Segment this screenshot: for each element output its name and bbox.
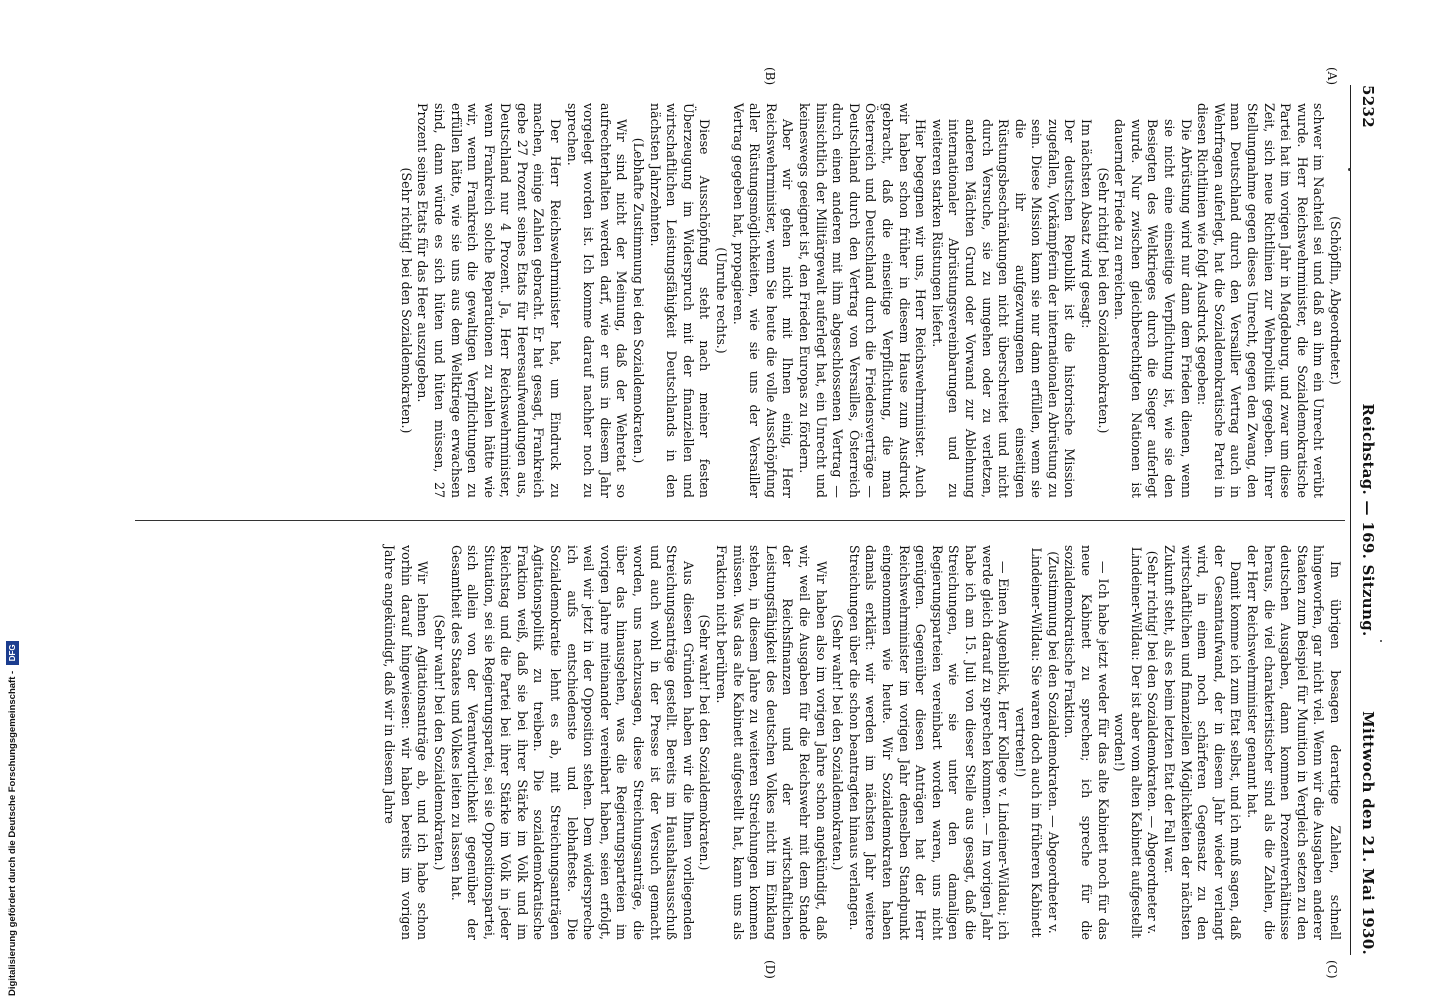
paragraph: Hier begegnen wir uns, Herr Reichswehrminister. Auch wir haben schon früher in diesem Hause zum Ausdruck gebracht, daß die einseitige Verpflichtung, die man Österreich und Deutschland durch die Friedensverträge — Deutschland durch den Vertrag von Versailles, Österreich durch einen anderen mit ihm abgeschlossenen Vertrag — hinsichtlich der Militärgewalt auferlegt hat, ein Unrecht und keineswegs geeignet ist, den Frieden Europas zu fördern. [797, 103, 929, 498]
paragraph: Im nächsten Absatz wird gesagt: [1079, 119, 1095, 329]
interjection: (Sehr richtig! bei den Sozialdemokraten. — Abgeordneter v. Lindeiner-Wildau: Der ist aber vom alten Kabinett aufgestellt worden!) [1112, 546, 1161, 939]
interjection: (Zustimmung bei den Sozialdemokraten. — Abgeordneter v. Lindeiner-Wildau: Sie waren doch auch im früheren Kabinett vertreten!) [1012, 547, 1061, 938]
paragraph: — Ich habe jetzt weder für das alte Kabinett noch für das neue Kabinett zu sprechen; ich spreche für die sozialdemokratische Fraktion. [1062, 545, 1111, 940]
left-column [397, 103, 1343, 498]
page-number: 5232 [1359, 85, 1377, 128]
session-title: Reichstag. — 169. Sitzung. [1359, 403, 1377, 637]
paragraph: Wir lehnen Agitationsanträge ab, und ich habe schon vorhin darauf hingewiesen: wir haben bereits im vorigen Jahre angekündigt, daß wir in diesem Jahre [382, 545, 431, 940]
paragraph: Aber wir gehen nicht mit Ihnen einig, Herr Reichswehrminister, wenn Sie heute die volle Ausschöpfung aller Rüstungsmöglichkeiten, wie sie uns der Versailler Vertrag gegeben hat, propagieren. [730, 103, 796, 498]
paragraph: Wir haben also im vorigen Jahre schon angekündigt, daß wir, weil die Ausgaben für die Reichswehr mit dem Stande der Reichsfinanzen und der wirtschaftlichen Leistungsfähigkeit des deutschen Volkes nicht im Einklang stehen, in diesem Jahre zu weiteren Streichungen kommen müssen. Was das alte Kabinett aufgestellt hat, kann uns als Fraktion nicht berühren. [714, 545, 829, 940]
interjection: (Sehr richtig! bei den Sozialdemokraten.) [1095, 167, 1111, 434]
dfg-logo: DFG [6, 641, 19, 665]
page-header [1351, 85, 1377, 955]
session-date: Mittwoch den 21. Mai 1930. [1359, 711, 1377, 955]
scan-speck [1348, 168, 1351, 171]
interjection: (Lebhafte Zustimmung bei den Sozialdemokraten.) [631, 137, 647, 464]
credit-text: Digitalisierung gefördert durch die Deutsche Forschungsgemeinschaft - [6, 670, 18, 996]
interjection: (Sehr wahr! bei den Sozialdemokraten.) [431, 614, 447, 871]
quote-paragraph: Der deutschen Republik ist die historische Mission zugefallen, Vorkämpferin der internationalen Abrüstung zu sein. Diese Mission kann sie nur dann erfüllen, wenn sie die ihr aufgezwungenen einseitigen Rüstungsbeschränkungen nicht überschreitet und nicht durch Versuche, sie zu umgehen oder zu verletzen, anderen Mächten Grund oder Vorwand zur Ablehnung internationaler Abrüstungsvereinbarungen und zu weiteren starken Rüstungen liefert. [929, 119, 1078, 498]
interjection: (Sehr richtig! bei den Sozialdemokraten.) [398, 167, 414, 434]
margin-mark-b: (B) [763, 67, 777, 86]
paragraph: Damit komme ich zum Etat selbst, und ich muß sagen, daß der Gesamtaufwand, der in diesem Jahr wieder verlangt wird, in einem noch schärferen Gegensatz zu den wirtschaftlichen und finanziellen Möglichkeiten der nächsten Zukunft steht, als es beim letzten Etat der Fall war. [1162, 545, 1244, 940]
interjection: (Unruhe rechts.) [714, 247, 730, 354]
interjection: (Sehr wahr! bei den Sozialdemokraten.) [697, 614, 713, 871]
right-column [381, 545, 1343, 940]
digitization-credit [0, 556, 24, 1000]
margin-mark-d: (D) [763, 960, 777, 979]
paragraph: Diese Ausschöpfung steht nach meiner festen Überzeugung im Widerspruch mit der finanziellen und wirtschaftlichen Leistungsfähigkeit Deutschlands in den nächsten Jahrzehnten. [647, 103, 713, 498]
paragraph: Wir sind nicht der Meinung, daß der Wehretat so aufrechterhalten werden darf, wie er uns in diesem Jahr vorgelegt worden ist. Ich komme darauf nachher noch zu sprechen. [564, 103, 630, 498]
paragraph: Der Herr Reichswehrminister hat, um Eindruck zu machen, einige Zahlen gebracht. Er hat gesagt, Frankreich gebe 27 Prozent seines Etats für Heeresaufwendungen aus, Deutschland nur 4 Prozent. Ja, Herr Reichswehrminister, wenn Frankreich solche Reparationen zu zahlen hätte wie wir, wenn Frankreich die gewaltigen Verpflichtungen zu erfüllen hätte, wie sie uns aus dem Weltkriege erwachsen sind, dann würde es sich hüten und hüten müssen, 27 Prozent seines Etats für das Heer auszugeben. [415, 103, 564, 498]
quote-paragraph: Die Abrüstung wird nur dann dem Frieden dienen, wenn sie nicht eine einseitige Verpflichtung ist, wie sie den Besiegten des Weltkrieges durch die Sieger auferlegt wurde. Nur zwischen gleichberechtigten Nationen ist dauernder Friede zu erreichen. [1112, 119, 1194, 498]
paragraph: Im übrigen besagen derartige Zahlen, schnell hingeworfen, gar nicht viel. Wenn wir die Ausgaben anderer Staaten zum Beispiel für Munition in Vergleich setzen zu den deutschen Ausgaben, dann kommen Prozentverhältnisse heraus, die viel charakteristischer sind als die Zahlen, die der Herr Reichswehrminister genannt hat. [1245, 545, 1343, 940]
margin-mark-a: (A) [1325, 67, 1339, 86]
scan-speck [1380, 640, 1382, 642]
paragraph: schwer im Nachteil sei und daß an ihm ein Unrecht verübt wurde. Herr Reichswehrminister, die Sozialdemokratische Partei hat im vorigen Jahr in Magdeburg, und zwar um diese Zeit, sich neue Richtlinien zur Wehrpolitik gegeben. Ihrer Stellungnahme gegen dieses Unrecht, gegen den Zwang, den man Deutschland durch den Versailler Vertrag auch in Wehrfragen auferlegt, hat die Sozialdemokratische Partei in diesen Richtlinien wie folgt Ausdruck gegeben: [1195, 103, 1327, 498]
document-page [115, 45, 1385, 995]
paragraph: — Einen Augenblick, Herr Kollege v. Lindeiner-Wildau; ich werde gleich darauf zu sprechen kommen. — Im vorigen Jahr habe ich am 15. Juli von dieser Stelle aus gesagt, daß die Streichungen, wie sie unter den damaligen Regierungsparteien vereinbart worden waren, uns nicht genügten. Gegenüber diesen Anträgen hat der Herr Reichswehrminister im vorigen Jahr denselben Standpunkt eingenommen wie heute. Wir Sozialdemokraten haben damals erklärt: wir werden im nächsten Jahr weitere Streichungen über die schon beantragten hinaus verlangen. [846, 545, 1012, 940]
margin-mark-c: (C) [1325, 960, 1339, 979]
interjection: (Sehr wahr! bei den Sozialdemokraten.) [830, 614, 846, 871]
header-rule [1350, 85, 1351, 955]
paragraph: Aus diesen Gründen haben wir die Ihnen vorliegenden Streichungsanträge gestellt. Bereits im Haushaltsausschuß und auch wohl in der Presse ist der Versuch gemacht worden, uns nachzusagen, diese Streichungsanträge, die über das hinausgehen, was die Regierungsparteien im vorigen Jahre miteinander vereinbart haben, seien erfolgt, weil wir jetzt in der Opposition stehen. Dem widerspreche ich aufs entschiedenste und lebhafteste. Die Sozialdemokratie lehnt es ab, mit Streichungsanträgen Agitationspolitik zu treiben. Die sozialdemokratische Fraktion weiß, daß sie bei ihrer Stärke im Volk und im Reichstag und die Partei bei ihrer Stärke im Volk in jeder Situation, sei sie Regierungspartei, sei sie Oppositionspartei, sich allein von der Verantwortlichkeit gegenüber der Gesamtheit des Staates und Volkes leiten zu lassen hat. [448, 545, 696, 940]
speaker-line: (Schöpflin, Abgeordneter.) [1328, 216, 1343, 385]
column-divider [135, 520, 1345, 521]
